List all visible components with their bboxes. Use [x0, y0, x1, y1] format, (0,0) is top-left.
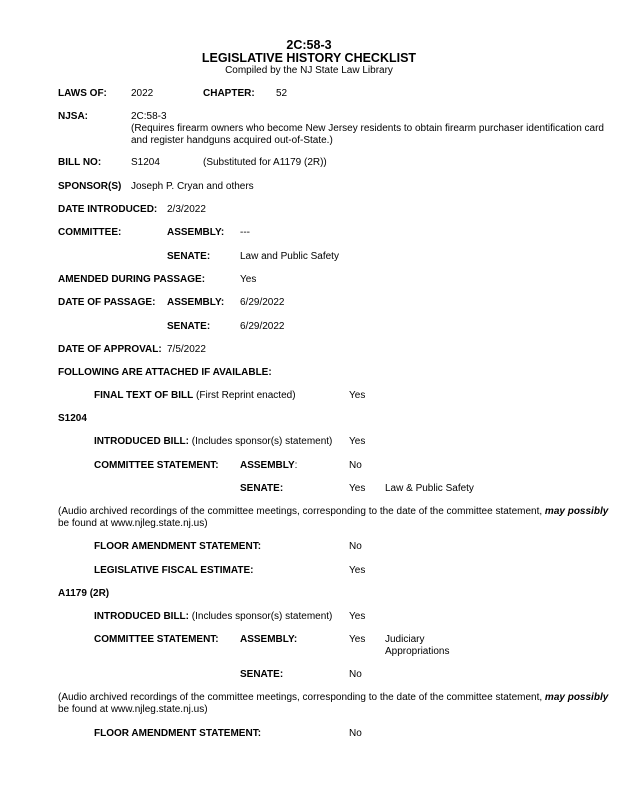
a1179-senate-value: No	[349, 669, 362, 680]
final-text-value: Yes	[349, 390, 366, 401]
njsa-value: 2C:58-3	[131, 111, 167, 122]
a1179-introduced-label: INTRODUCED BILL:	[94, 611, 189, 622]
a1179-committee-label: COMMITTEE STATEMENT:	[94, 634, 219, 645]
committee-assembly-value: ---	[240, 227, 250, 238]
passage-senate-label: SENATE:	[167, 321, 211, 332]
s1204-fiscal-label: LEGISLATIVE FISCAL ESTIMATE:	[94, 565, 254, 576]
s1204-assembly-colon: :	[294, 460, 298, 471]
sponsor-label: SPONSOR(S)	[58, 181, 122, 192]
s1204-audio-text: (Audio archived recordings of the committee meetings, corresponding to the date of the committee statement,	[58, 506, 545, 517]
amended-label: AMENDED DURING PASSAGE:	[58, 274, 206, 285]
document-subtitle: Compiled by the NJ State Law Library	[225, 65, 393, 76]
amended-value: Yes	[240, 274, 257, 285]
following-attached-heading: FOLLOWING ARE ATTACHED IF AVAILABLE:	[58, 367, 272, 378]
a1179-assembly-label: ASSEMBLY:	[240, 634, 298, 645]
date-of-passage-label: DATE OF PASSAGE:	[58, 297, 156, 308]
s1204-audio-emphasis: may possibly	[544, 506, 609, 517]
a1179-floor-label: FLOOR AMENDMENT STATEMENT:	[94, 728, 262, 739]
a1179-audio-note-line2: be found at www.njleg.state.nj.us)	[58, 704, 208, 715]
committee-senate-value: Law and Public Safety	[240, 251, 339, 262]
final-text-note: (First Reprint enacted)	[196, 390, 296, 401]
a1179-audio-emphasis: may possibly	[544, 692, 609, 703]
a1179-assembly-committee-1: Judiciary	[385, 634, 425, 645]
final-text-label: FINAL TEXT OF BILL	[94, 390, 194, 401]
s1204-floor-label: FLOOR AMENDMENT STATEMENT:	[94, 541, 262, 552]
s1204-senate-label: SENATE:	[240, 483, 284, 494]
committee-label: COMMITTEE:	[58, 227, 122, 238]
committee-assembly-label: ASSEMBLY:	[167, 227, 225, 238]
s1204-senate-value: Yes	[349, 483, 366, 494]
a1179-senate-label: SENATE:	[240, 669, 284, 680]
chapter-value: 52	[276, 88, 288, 99]
a1179-introduced-value: Yes	[349, 611, 366, 622]
s1204-heading: S1204	[58, 413, 87, 424]
njsa-label: NJSA:	[58, 111, 89, 122]
njsa-description-line1: (Requires firearm owners who become New Jersey residents to obtain firearm purchaser identification card	[131, 123, 604, 134]
s1204-introduced-row	[94, 436, 332, 448]
final-text-row	[94, 390, 296, 402]
bill-no-value: S1204	[131, 157, 160, 168]
s1204-audio-note-line2: be found at www.njleg.state.nj.us)	[58, 518, 208, 529]
chapter-label: CHAPTER:	[203, 88, 255, 99]
date-introduced-label: DATE INTRODUCED:	[58, 204, 158, 215]
s1204-introduced-note: (Includes sponsor(s) statement)	[191, 436, 333, 447]
a1179-audio-text: (Audio archived recordings of the committee meetings, corresponding to the date of the committee statement,	[58, 692, 545, 703]
passage-assembly-label: ASSEMBLY:	[167, 297, 225, 308]
s1204-committee-label: COMMITTEE STATEMENT:	[94, 460, 219, 471]
a1179-introduced-note: (Includes sponsor(s) statement)	[191, 611, 333, 622]
s1204-fiscal-value: Yes	[349, 565, 366, 576]
sponsor-value: Joseph P. Cryan and others	[131, 181, 254, 192]
s1204-assembly-label: ASSEMBLY	[240, 460, 295, 471]
a1179-floor-value: No	[349, 728, 362, 739]
date-of-approval-value: 7/5/2022	[167, 344, 206, 355]
statute-code: 2C:58-3	[286, 38, 332, 52]
njsa-description-line2: and register handguns acquired out-of-State.)	[131, 135, 333, 146]
s1204-senate-committee: Law & Public Safety	[385, 483, 474, 494]
passage-assembly-value: 6/29/2022	[240, 297, 285, 308]
s1204-assembly-row	[240, 460, 297, 472]
bill-substituted-note: (Substituted for A1179 (2R))	[203, 157, 327, 168]
date-of-approval-label: DATE OF APPROVAL:	[58, 344, 162, 355]
passage-senate-value: 6/29/2022	[240, 321, 285, 332]
date-introduced-value: 2/3/2022	[167, 204, 206, 215]
s1204-assembly-value: No	[349, 460, 362, 471]
s1204-audio-note-line1	[58, 506, 608, 518]
s1204-floor-value: No	[349, 541, 362, 552]
committee-senate-label: SENATE:	[167, 251, 211, 262]
a1179-audio-note-line1	[58, 692, 608, 704]
laws-of-label: LAWS OF:	[58, 88, 107, 99]
a1179-assembly-value: Yes	[349, 634, 366, 645]
a1179-heading: A1179 (2R)	[58, 588, 110, 599]
s1204-introduced-label: INTRODUCED BILL:	[94, 436, 189, 447]
bill-no-label: BILL NO:	[58, 157, 102, 168]
document-title: LEGISLATIVE HISTORY CHECKLIST	[201, 51, 417, 65]
a1179-assembly-committee-2: Appropriations	[385, 646, 450, 657]
s1204-introduced-value: Yes	[349, 436, 366, 447]
a1179-introduced-row	[94, 611, 332, 623]
laws-of-value: 2022	[131, 88, 154, 99]
